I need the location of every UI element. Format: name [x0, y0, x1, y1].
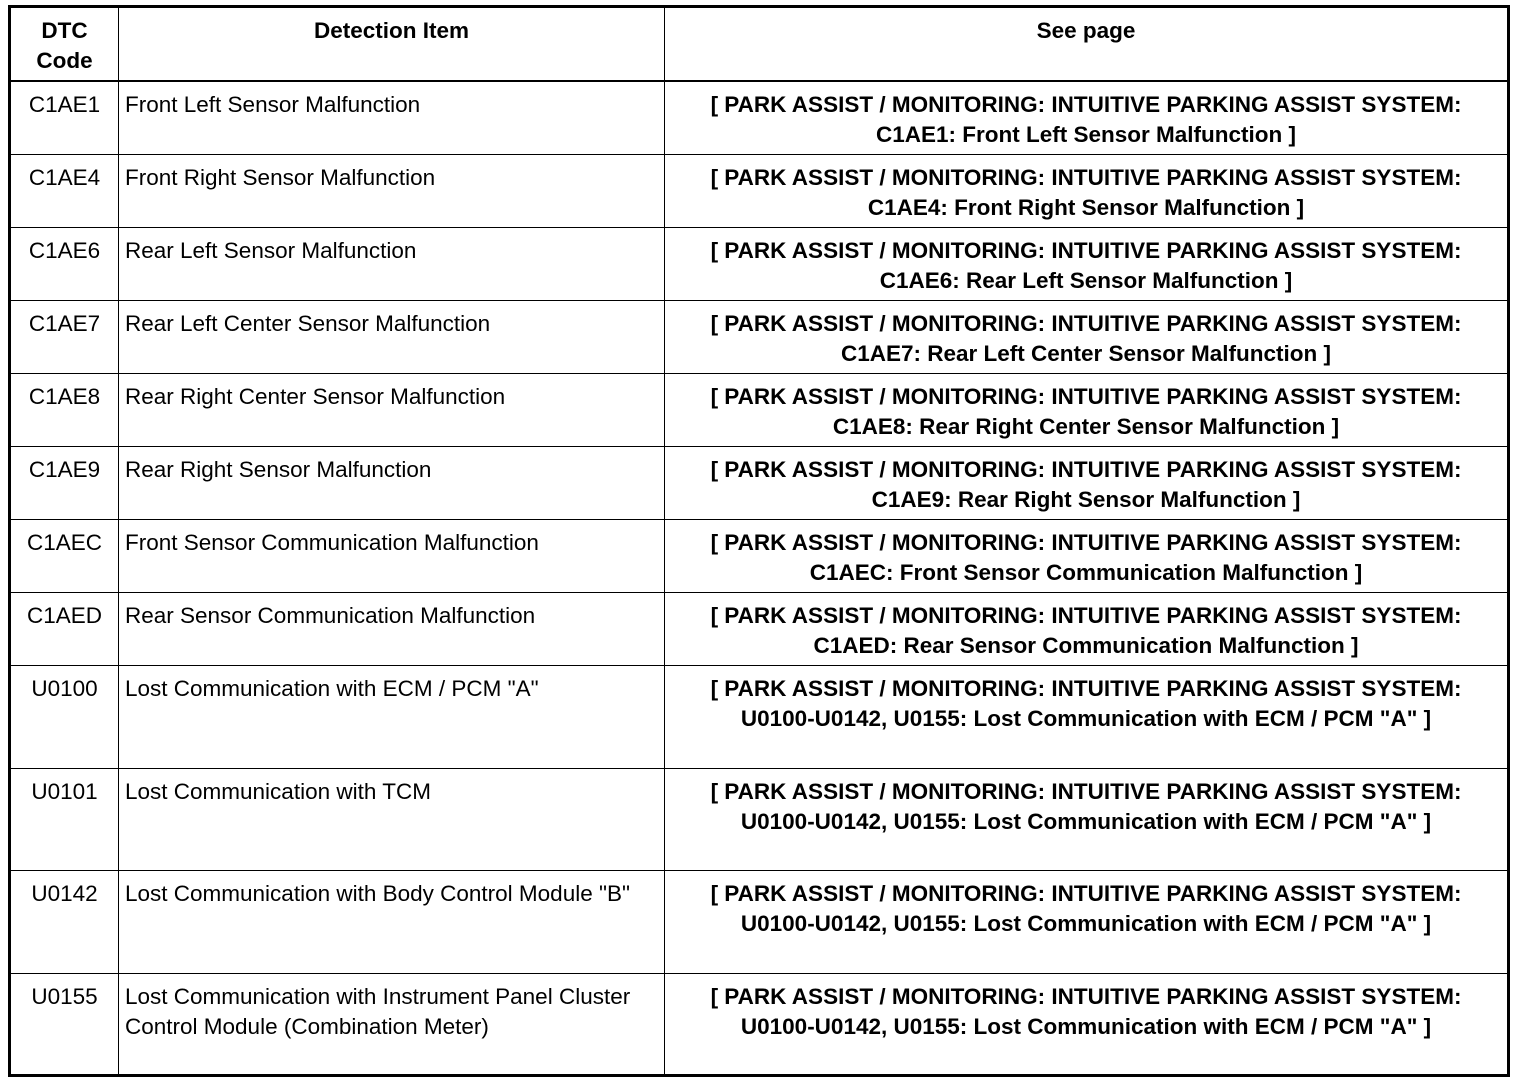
see-page-link[interactable]: [ PARK ASSIST / MONITORING: INTUITIVE PARKING ASSIST SYSTEM: C1AE4: Front Right Sensor Malfunction ]	[665, 155, 1509, 228]
dtc-code-cell: U0155	[10, 973, 119, 1076]
table-row	[10, 155, 1509, 228]
header-see-page: See page	[665, 7, 1509, 82]
detection-item-cell: Rear Right Sensor Malfunction	[119, 447, 665, 520]
see-page-link[interactable]: [ PARK ASSIST / MONITORING: INTUITIVE PARKING ASSIST SYSTEM: U0100-U0142, U0155: Lost Communication with ECM / PCM "A" ]	[665, 973, 1509, 1076]
see-page-link[interactable]: [ PARK ASSIST / MONITORING: INTUITIVE PARKING ASSIST SYSTEM: C1AEC: Front Sensor Communication Malfunction ]	[665, 520, 1509, 593]
table-row	[10, 666, 1509, 769]
see-page-link[interactable]: [ PARK ASSIST / MONITORING: INTUITIVE PARKING ASSIST SYSTEM: U0100-U0142, U0155: Lost Communication with ECM / PCM "A" ]	[665, 666, 1509, 769]
dtc-code-cell: C1AED	[10, 593, 119, 666]
dtc-code-cell: C1AE4	[10, 155, 119, 228]
detection-item-cell: Lost Communication with Instrument Panel Cluster Control Module (Combination Meter)	[119, 973, 665, 1076]
dtc-code-cell: C1AE8	[10, 374, 119, 447]
header-detection-item: Detection Item	[119, 7, 665, 82]
dtc-code-cell: C1AE7	[10, 301, 119, 374]
table-row	[10, 593, 1509, 666]
table-header-row	[10, 7, 1509, 82]
table-row	[10, 768, 1509, 871]
table-row	[10, 973, 1509, 1076]
see-page-link[interactable]: [ PARK ASSIST / MONITORING: INTUITIVE PARKING ASSIST SYSTEM: C1AE7: Rear Left Center Sensor Malfunction ]	[665, 301, 1509, 374]
detection-item-cell: Rear Left Sensor Malfunction	[119, 228, 665, 301]
detection-item-cell: Front Right Sensor Malfunction	[119, 155, 665, 228]
dtc-code-cell: C1AE9	[10, 447, 119, 520]
see-page-link[interactable]: [ PARK ASSIST / MONITORING: INTUITIVE PARKING ASSIST SYSTEM: U0100-U0142, U0155: Lost Communication with ECM / PCM "A" ]	[665, 871, 1509, 974]
see-page-link[interactable]: [ PARK ASSIST / MONITORING: INTUITIVE PARKING ASSIST SYSTEM: U0100-U0142, U0155: Lost Communication with ECM / PCM "A" ]	[665, 768, 1509, 871]
table-row	[10, 301, 1509, 374]
dtc-code-cell: U0100	[10, 666, 119, 769]
see-page-link[interactable]: [ PARK ASSIST / MONITORING: INTUITIVE PARKING ASSIST SYSTEM: C1AE1: Front Left Sensor Malfunction ]	[665, 81, 1509, 155]
detection-item-cell: Front Left Sensor Malfunction	[119, 81, 665, 155]
dtc-code-cell: U0101	[10, 768, 119, 871]
detection-item-cell: Lost Communication with ECM / PCM "A"	[119, 666, 665, 769]
header-dtc-code: DTC Code	[10, 7, 119, 82]
see-page-link[interactable]: [ PARK ASSIST / MONITORING: INTUITIVE PARKING ASSIST SYSTEM: C1AED: Rear Sensor Communication Malfunction ]	[665, 593, 1509, 666]
see-page-link[interactable]: [ PARK ASSIST / MONITORING: INTUITIVE PARKING ASSIST SYSTEM: C1AE8: Rear Right Center Sensor Malfunction ]	[665, 374, 1509, 447]
dtc-code-cell: C1AEC	[10, 520, 119, 593]
table-row	[10, 447, 1509, 520]
table-row	[10, 520, 1509, 593]
see-page-link[interactable]: [ PARK ASSIST / MONITORING: INTUITIVE PARKING ASSIST SYSTEM: C1AE9: Rear Right Sensor Malfunction ]	[665, 447, 1509, 520]
dtc-code-cell: C1AE6	[10, 228, 119, 301]
detection-item-cell: Rear Right Center Sensor Malfunction	[119, 374, 665, 447]
detection-item-cell: Rear Left Center Sensor Malfunction	[119, 301, 665, 374]
detection-item-cell: Lost Communication with Body Control Module "B"	[119, 871, 665, 974]
table-row	[10, 871, 1509, 974]
see-page-link[interactable]: [ PARK ASSIST / MONITORING: INTUITIVE PARKING ASSIST SYSTEM: C1AE6: Rear Left Sensor Malfunction ]	[665, 228, 1509, 301]
table-row	[10, 81, 1509, 155]
dtc-table	[8, 5, 1510, 1077]
dtc-code-cell: U0142	[10, 871, 119, 974]
table-row	[10, 228, 1509, 301]
table-row	[10, 374, 1509, 447]
detection-item-cell: Lost Communication with TCM	[119, 768, 665, 871]
dtc-code-cell: C1AE1	[10, 81, 119, 155]
detection-item-cell: Rear Sensor Communication Malfunction	[119, 593, 665, 666]
detection-item-cell: Front Sensor Communication Malfunction	[119, 520, 665, 593]
